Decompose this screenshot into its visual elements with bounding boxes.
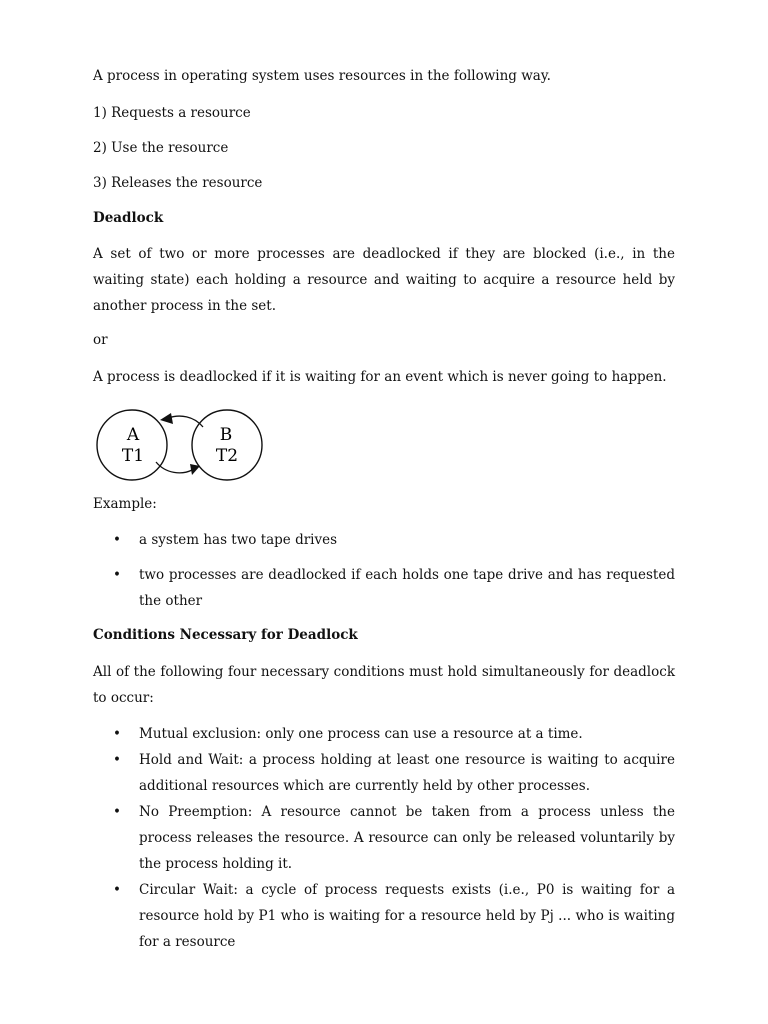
bullet-icon: • <box>113 567 121 583</box>
step-2: 2) Use the resource <box>93 140 229 156</box>
example-item-text: two processes are deadlocked if each holds one tape drive and has requested the other <box>139 567 675 609</box>
bullet-icon: • <box>113 804 121 820</box>
step-1: 1) Requests a resource <box>93 105 251 121</box>
alt-definition: A process is deadlocked if it is waiting for an event which is never going to happen. <box>93 369 667 385</box>
condition-text: Circular Wait: a cycle of process requests exists (i.e., P0 is waiting for a resource hold by P1 who is waiting for a resource held by Pj ... who is waiting for a resource <box>139 882 675 950</box>
deadlock-definition: A set of two or more processes are deadlocked if they are blocked (i.e., in the waiting state) each holding a resource and waiting to acquire a resource held by another process in the set. <box>93 246 675 314</box>
condition-text: Mutual exclusion: only one process can use a resource at a time. <box>139 726 583 742</box>
node-b-task: T2 <box>215 446 239 466</box>
bullet-icon: • <box>113 726 121 742</box>
condition-text: No Preemption: A resource cannot be taken from a process unless the process releases the resource. A resource can only be released voluntarily by the process holding it. <box>139 804 675 872</box>
condition-text: Hold and Wait: a process holding at least one resource is waiting to acquire additional resources which are currently held by other processes. <box>139 752 675 794</box>
node-b-circle <box>192 410 262 480</box>
node-a-task: T1 <box>121 446 145 466</box>
arrowhead-to-a <box>160 413 173 424</box>
example-label: Example: <box>93 496 157 512</box>
deadlock-diagram <box>96 404 266 486</box>
bullet-icon: • <box>113 752 121 768</box>
example-item-text: a system has two tape drives <box>139 532 338 548</box>
conditions-intro: All of the following four necessary conditions must hold simultaneously for deadlock to occur: <box>93 664 675 706</box>
node-a-circle <box>97 410 167 480</box>
node-b-name: B <box>219 425 233 445</box>
deadlock-heading: Deadlock <box>93 210 164 226</box>
deadlock-cycle-graph <box>96 404 266 486</box>
or-text: or <box>93 332 108 348</box>
step-3: 3) Releases the resource <box>93 175 263 191</box>
conditions-heading: Conditions Necessary for Deadlock <box>93 627 358 643</box>
node-a-name: A <box>126 425 140 445</box>
intro-line: A process in operating system uses resources in the following way. <box>93 68 551 84</box>
bullet-icon: • <box>113 532 121 548</box>
bullet-icon: • <box>113 882 121 898</box>
